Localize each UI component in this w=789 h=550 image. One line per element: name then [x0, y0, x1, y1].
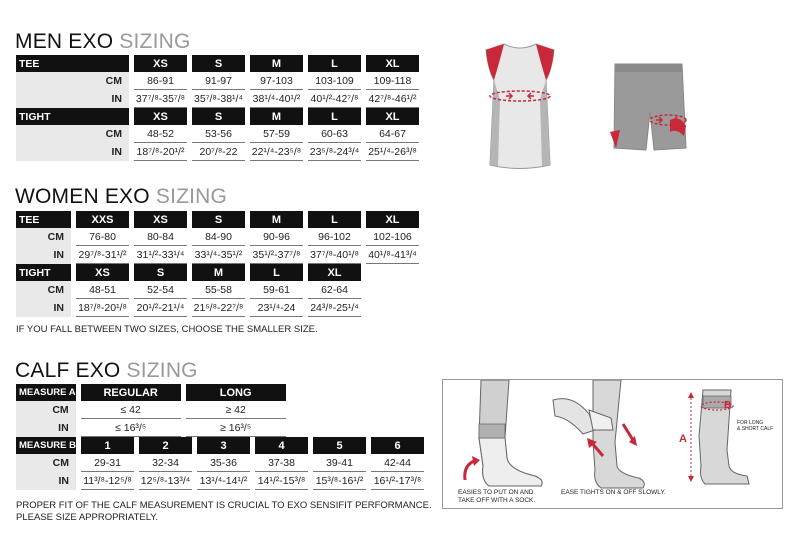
- calf-note-line1: PROPER FIT OF THE CALF MEASUREMENT IS CRUCIAL TO EXO SENSIFIT PERFORMANCE.: [16, 500, 432, 511]
- size-header: XS: [134, 211, 187, 228]
- men-exo-title: [15, 31, 191, 53]
- calf-measure-a-table: [11, 384, 291, 437]
- women-tight-header-row: [16, 264, 419, 281]
- men-tight-cm-row: [16, 125, 419, 143]
- size-value: 23⁵/⁸-24³/⁴: [308, 143, 361, 161]
- size-value: 84-90: [192, 228, 245, 246]
- sock-caption-line1: EASIES TO PUT ON AND: [458, 489, 534, 496]
- size-value: ≥ 42: [186, 401, 286, 419]
- size-header: M: [192, 264, 245, 281]
- men-title-light: SIZING: [119, 30, 191, 53]
- size-header: XL: [366, 211, 419, 228]
- calf-title-bold: CALF EXO: [15, 359, 121, 382]
- size-value: 35⁷/⁸-38¹/⁴: [192, 90, 245, 108]
- size-value: ≤ 16³/⁵: [81, 419, 181, 437]
- unit-label: CM: [16, 125, 129, 143]
- unit-label: CM: [16, 72, 129, 90]
- calf-a-in-row: [16, 419, 286, 437]
- women-tee-label: TEE: [16, 211, 71, 228]
- size-value: 40¹/⁸-41³/⁴: [366, 246, 419, 264]
- unit-label: CM: [16, 228, 71, 246]
- calf-title-light: SIZING: [126, 359, 198, 382]
- men-tee-label: TEE: [16, 55, 129, 72]
- women-title-bold: WOMEN EXO: [15, 185, 150, 208]
- sock-caption: [458, 489, 535, 505]
- men-tee-in-row: [16, 90, 419, 108]
- size-value: 25¹/⁴-26³/⁸: [366, 143, 419, 161]
- women-tight-in-row: [16, 299, 419, 317]
- size-value: 13¹/⁴-14¹/²: [197, 472, 250, 490]
- calf-note-line2: PLEASE SIZE APPROPRIATELY.: [16, 512, 159, 523]
- size-header: L: [308, 211, 361, 228]
- size-value: 52-54: [134, 281, 187, 299]
- size-header: 6: [371, 437, 424, 454]
- calf-exo-title: [15, 360, 198, 382]
- size-value: 42⁷/⁸-46¹/²: [366, 90, 419, 108]
- measure-a-marker: A: [679, 433, 687, 445]
- size-value: 18⁷/⁸-20¹/²: [134, 143, 187, 161]
- size-value: 96-102: [308, 228, 361, 246]
- men-tee-cm-row: [16, 72, 419, 90]
- size-header: XXS: [76, 211, 129, 228]
- size-value: 33¹/⁴-35¹/²: [192, 246, 245, 264]
- size-header: XS: [134, 55, 187, 72]
- calf-a-header-row: [16, 384, 286, 401]
- women-exo-title: [15, 186, 227, 208]
- women-tight-label: TIGHT: [16, 264, 71, 281]
- size-header: L: [308, 108, 361, 125]
- measure-b-marker: B: [724, 400, 732, 411]
- size-value: 86-91: [134, 72, 187, 90]
- tee-shirt-image: [486, 44, 554, 169]
- size-header: S: [192, 211, 245, 228]
- size-value: 90-96: [250, 228, 303, 246]
- size-header: REGULAR: [81, 384, 181, 401]
- size-header: 4: [255, 437, 308, 454]
- men-tight-header-row: [16, 108, 419, 125]
- size-value: 35-36: [197, 454, 250, 472]
- size-header: L: [250, 264, 303, 281]
- calf-a-cm-row: [16, 401, 286, 419]
- size-value: 64-67: [366, 125, 419, 143]
- calf-b-in-row: [16, 472, 424, 490]
- size-value: ≤ 42: [81, 401, 181, 419]
- women-tee-header-row: [16, 211, 419, 228]
- leg-measure-image: [679, 390, 773, 484]
- size-header: XL: [366, 108, 419, 125]
- size-value: 91-97: [192, 72, 245, 90]
- measure-a-label: MEASURE A: [16, 384, 76, 401]
- size-header: 5: [313, 437, 366, 454]
- size-value: 16¹/²-17³/⁸: [371, 472, 424, 490]
- calf-b-header-row: [16, 437, 424, 454]
- size-header: LONG: [186, 384, 286, 401]
- size-value: 60-63: [308, 125, 361, 143]
- size-value: 24³/⁸-25¹/⁴: [308, 299, 361, 317]
- size-header: 1: [81, 437, 134, 454]
- size-value: 53-56: [192, 125, 245, 143]
- size-value: 80-84: [134, 228, 187, 246]
- unit-label: IN: [16, 472, 76, 490]
- unit-label: CM: [16, 401, 76, 419]
- sock-caption-line2: TAKE OFF WITH A SOCK.: [458, 497, 536, 504]
- size-value: 15³/⁸-16¹/²: [313, 472, 366, 490]
- size-value: 35¹/²-37⁷/⁸: [250, 246, 303, 264]
- leg-sock-image: [465, 380, 542, 486]
- men-garment-illustration: [470, 40, 700, 175]
- calf-length-note-1: FOR LONG: [737, 420, 764, 426]
- size-value: 38¹/⁴-40¹/²: [250, 90, 303, 108]
- size-value: 22¹/⁴-23⁵/⁸: [250, 143, 303, 161]
- unit-label: CM: [16, 454, 76, 472]
- size-value: 55-58: [192, 281, 245, 299]
- size-value: 31¹/²-33¹/⁴: [134, 246, 187, 264]
- hands-tights-image: [553, 380, 644, 488]
- size-value: 48-51: [76, 281, 129, 299]
- men-tee-header-row: [16, 55, 419, 72]
- size-value: 59-61: [250, 281, 303, 299]
- calf-length-note-2: & SHORT CALF: [737, 426, 774, 432]
- size-value: 109-118: [366, 72, 419, 90]
- size-header: XS: [76, 264, 129, 281]
- women-tee-in-row: [16, 246, 419, 264]
- size-value: 42-44: [371, 454, 424, 472]
- unit-label: IN: [16, 299, 71, 317]
- size-header: S: [192, 108, 245, 125]
- size-header: M: [250, 108, 303, 125]
- women-title-light: SIZING: [155, 185, 228, 208]
- unit-label: IN: [16, 419, 76, 437]
- women-tight-cm-row: [16, 281, 419, 299]
- tights-caption: EASE TIGHTS ON & OFF SLOWLY.: [561, 489, 666, 496]
- size-value: 21⁵/⁸-22⁷/⁸: [192, 299, 245, 317]
- size-value: 37-38: [255, 454, 308, 472]
- size-value: 76-80: [76, 228, 129, 246]
- size-header: XL: [308, 264, 361, 281]
- size-value: 48-52: [134, 125, 187, 143]
- size-value: 23¹/⁴-24: [250, 299, 303, 317]
- size-value: 97-103: [250, 72, 303, 90]
- unit-label: CM: [16, 281, 71, 299]
- women-tee-table: [11, 211, 424, 317]
- size-header: XS: [134, 108, 187, 125]
- size-value: 37⁷/⁸-40¹/⁸: [308, 246, 361, 264]
- tights-image: [610, 64, 686, 150]
- size-value: 11³/⁸-12⁵/⁸: [81, 472, 134, 490]
- size-value: ≥ 16³/⁵: [186, 419, 286, 437]
- size-header: M: [250, 55, 303, 72]
- size-value: 14¹/²-15³/⁸: [255, 472, 308, 490]
- men-tight-label: TIGHT: [16, 108, 129, 125]
- calf-fit-note: [16, 500, 432, 524]
- size-value: 57-59: [250, 125, 303, 143]
- unit-label: IN: [16, 143, 129, 161]
- unit-label: IN: [16, 246, 71, 264]
- size-value: 37⁷/⁸-35⁷/⁸: [134, 90, 187, 108]
- size-value: 39-41: [313, 454, 366, 472]
- size-header: XL: [366, 55, 419, 72]
- men-title-bold: MEN EXO: [15, 30, 114, 53]
- size-value: 40¹/²-42⁷/⁸: [308, 90, 361, 108]
- size-header: 3: [197, 437, 250, 454]
- unit-label: IN: [16, 90, 129, 108]
- size-header: M: [250, 211, 303, 228]
- size-header: S: [192, 55, 245, 72]
- calf-b-cm-row: [16, 454, 424, 472]
- size-value: 102-106: [366, 228, 419, 246]
- men-tight-in-row: [16, 143, 419, 161]
- calf-measure-b-table: [11, 437, 429, 490]
- size-header: L: [308, 55, 361, 72]
- size-header: S: [134, 264, 187, 281]
- size-value: 20¹/²-21¹/⁴: [134, 299, 187, 317]
- size-value: 62-64: [308, 281, 361, 299]
- size-value: 18⁷/⁸-20¹/⁸: [76, 299, 129, 317]
- measure-b-label: MEASURE B: [16, 437, 76, 454]
- size-value: 29-31: [81, 454, 134, 472]
- women-size-note: IF YOU FALL BETWEEN TWO SIZES, CHOOSE THE SMALLER SIZE.: [16, 324, 318, 335]
- size-value: 32-34: [139, 454, 192, 472]
- women-tee-cm-row: [16, 228, 419, 246]
- size-value: 20⁷/⁸-22: [192, 143, 245, 161]
- size-value: 103-109: [308, 72, 361, 90]
- men-size-table: [11, 55, 424, 161]
- size-header: 2: [139, 437, 192, 454]
- size-value: 12⁵/⁸-13³/⁴: [139, 472, 192, 490]
- size-value: 29⁷/⁸-31¹/²: [76, 246, 129, 264]
